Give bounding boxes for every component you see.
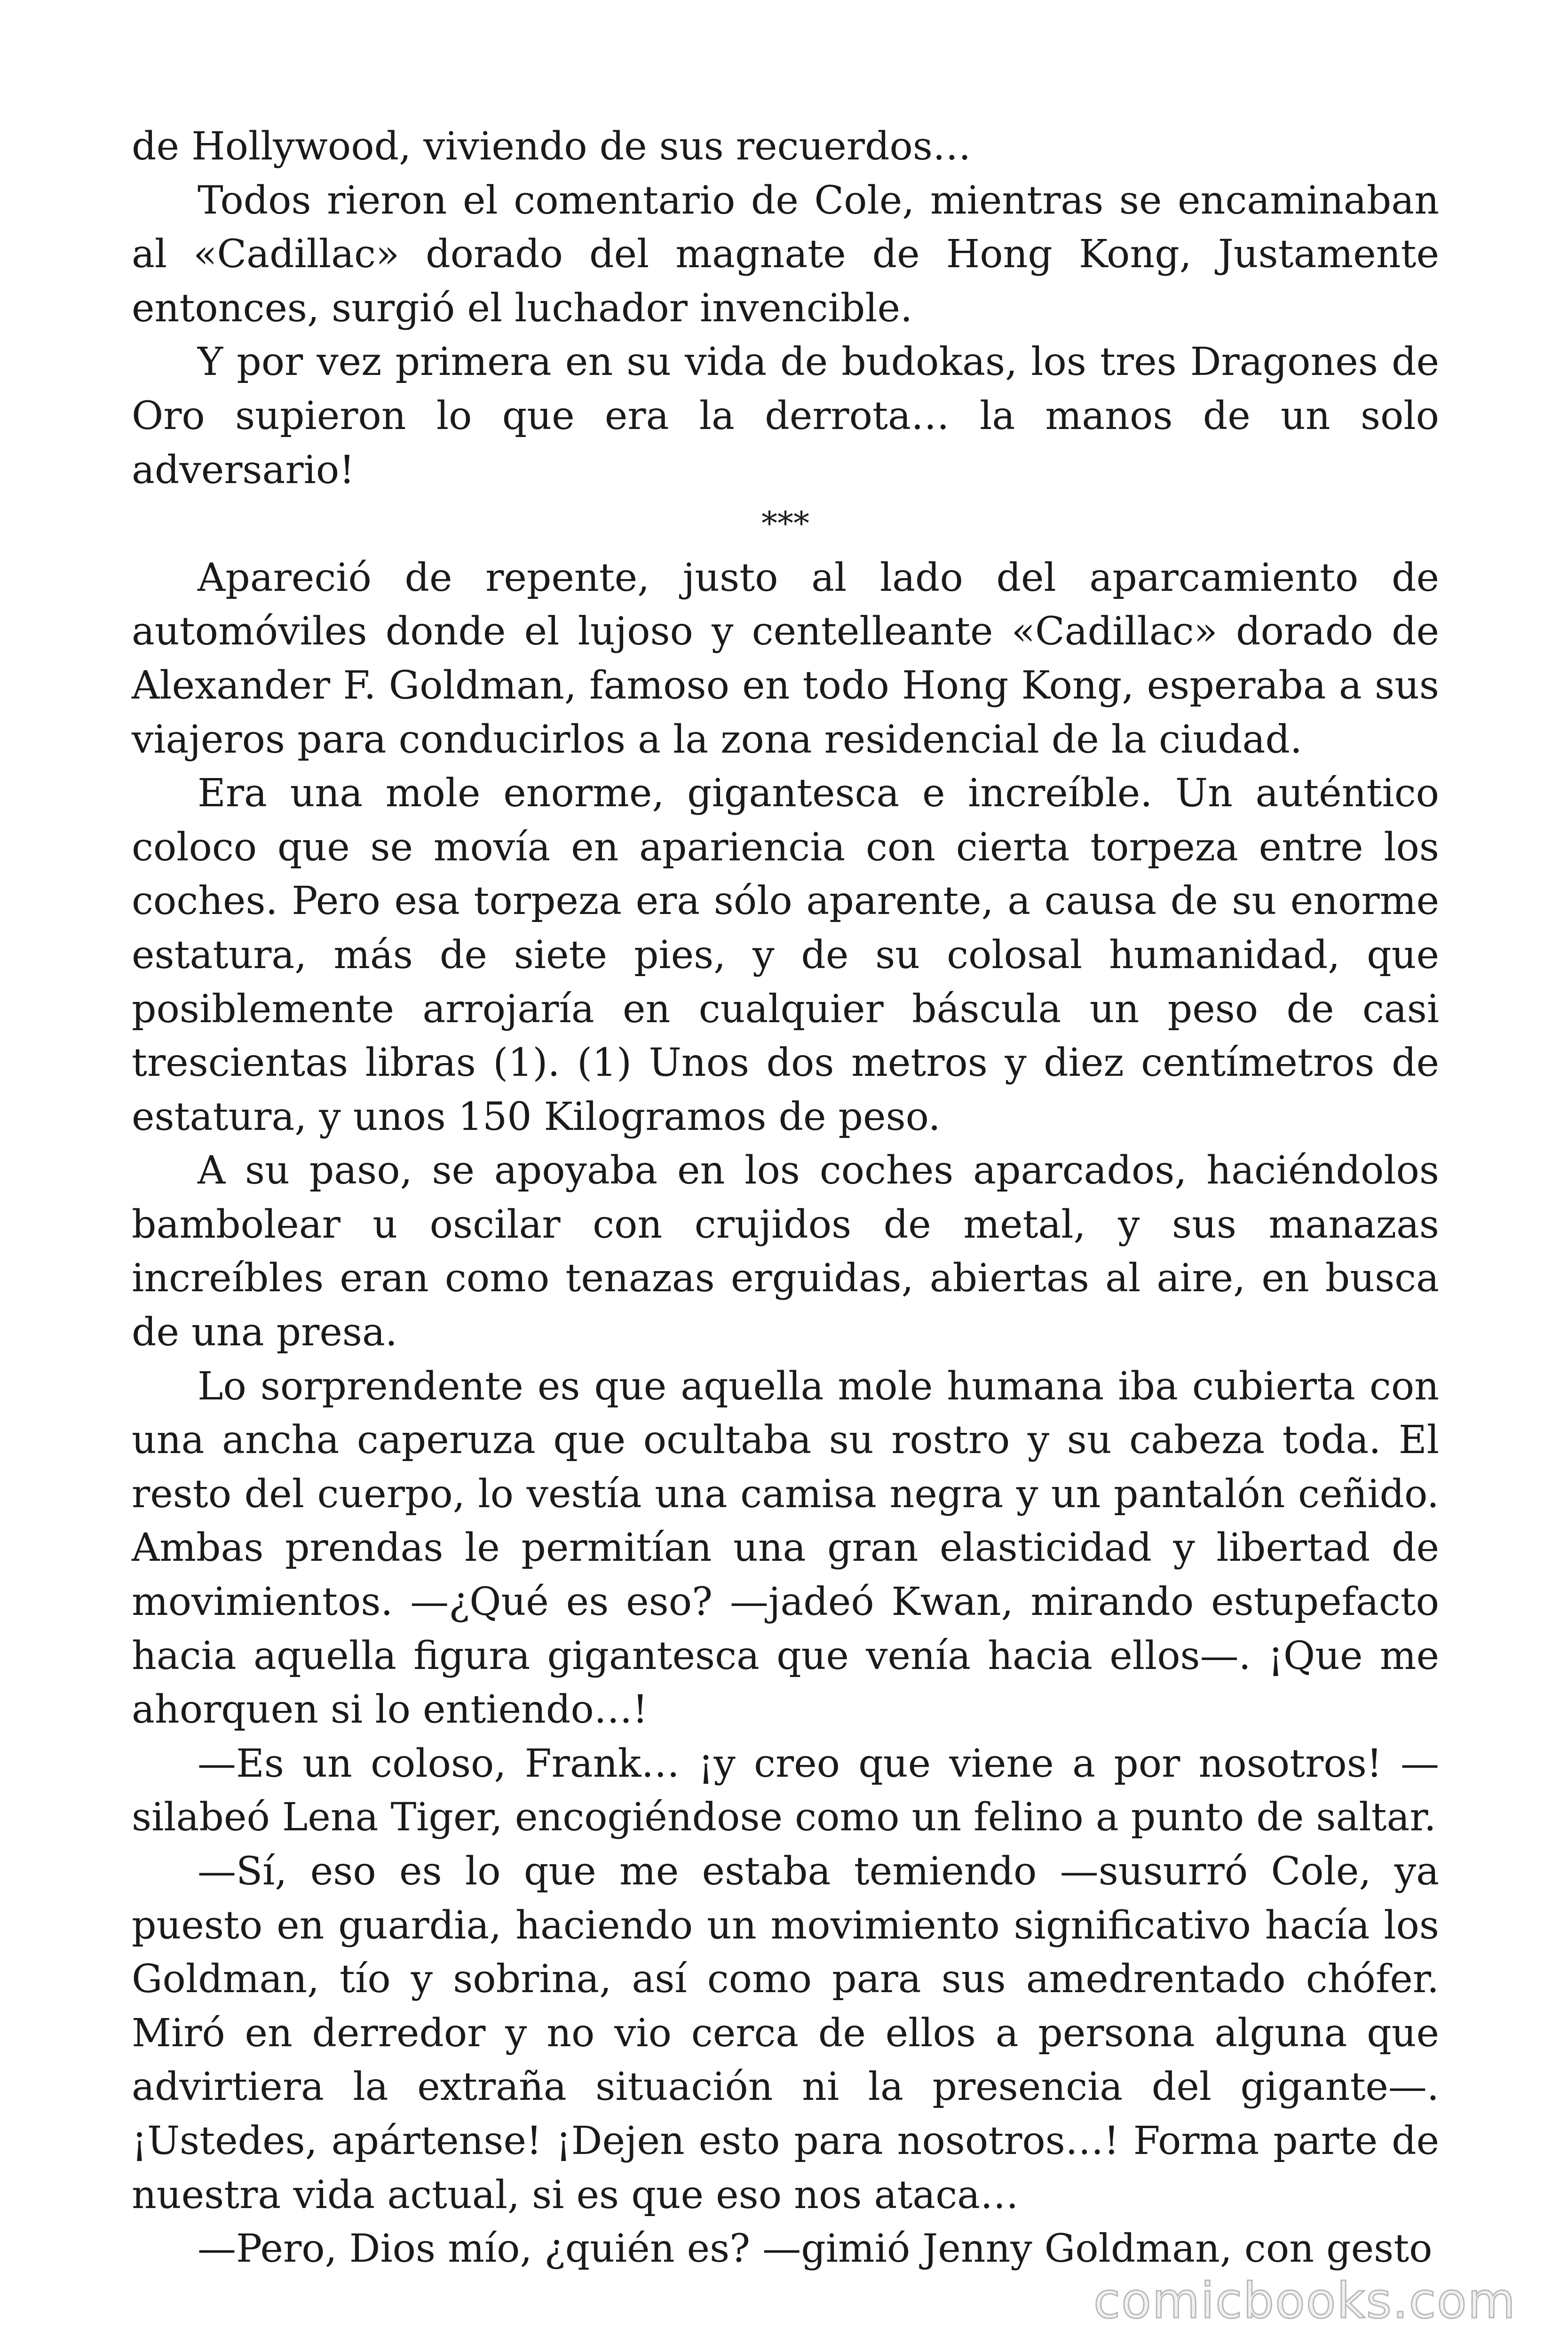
page-text [132, 120, 1439, 2276]
paragraph-7: Lo sorprendente es que aquella mole humana iba cubierta con una ancha caperuza que ocultaba su rostro y su cabeza toda. El resto del cuerpo, lo vestía una camisa negra y un pantalón ceñido. Ambas prendas le permitían una gran elasticidad y libertad de movimientos. —¿Qué es eso? —jadeó Kwan, mirando estupefacto hacia aquella figura gigantesca que venía hacia ellos—. ¡Que me ahorquen si lo entiendo…! [132, 1364, 1439, 1732]
paragraph-2: Todos rieron el comentario de Cole, mientras se encaminaban al «Cadillac» dorado del magnate de Hong Kong, Justamente entonces, surgió el luchador invencible. [132, 178, 1439, 331]
paragraph-1: de Hollywood, viviendo de sus recuerdos… [132, 124, 971, 169]
section-separator: *** [761, 505, 809, 543]
paragraph-10: —Pero, Dios mío, ¿quién es? —gimió Jenny Goldman, con gesto [198, 2226, 1433, 2272]
paragraph-9: —Sí, eso es lo que me estaba temiendo —susurró Cole, ya puesto en guardia, haciendo un movimiento significativo hacía los Goldman, tío y sobrina, así como para sus amedrentado chófer. Miró en derredor y no vio cerca de ellos a persona alguna que advirtiera la extraña situación ni la presencia del gigante—. ¡Ustedes, apártense! ¡Dejen esto para nosotros…! Forma parte de nuestra vida actual, si es que eso nos ataca… [132, 1849, 1439, 2217]
paragraph-8: —Es un coloso, Frank… ¡y creo que viene a por nosotros! —silabeó Lena Tiger, encogiéndose como un felino a punto de saltar. [132, 1741, 1439, 1840]
paragraph-6: A su paso, se apoyaba en los coches aparcados, haciéndolos bambolear u oscilar con crujidos de metal, y sus manazas increíbles eran como tenazas erguidas, abiertas al aire, en busca de una presa. [132, 1148, 1439, 1355]
paragraph-3: Y por vez primera en su vida de budokas, los tres Dragones de Oro supieron lo que era la derrota… la manos de un solo adversario! [132, 340, 1439, 493]
watermark-logo: comicbooks.com [1093, 2272, 1516, 2329]
paragraph-5: Era una mole enorme, gigantesca e increíble. Un auténtico coloco que se movía en apariencia con cierta torpeza entre los coches. Pero esa torpeza era sólo aparente, a causa de su enorme estatura, más de siete pies, y de su colosal humanidad, que posiblemente arrojaría en cualquier báscula un peso de casi trescientas libras (1). (1) Unos dos metros y diez centímetros de estatura, y unos 150 Kilogramos de peso. [132, 771, 1439, 1139]
paragraph-4: Apareció de repente, justo al lado del aparcamiento de automóviles donde el lujoso y centelleante «Cadillac» dorado de Alexander F. Goldman, famoso en todo Hong Kong, esperaba a sus viajeros para conducirlos a la zona residencial de la ciudad. [132, 555, 1439, 762]
